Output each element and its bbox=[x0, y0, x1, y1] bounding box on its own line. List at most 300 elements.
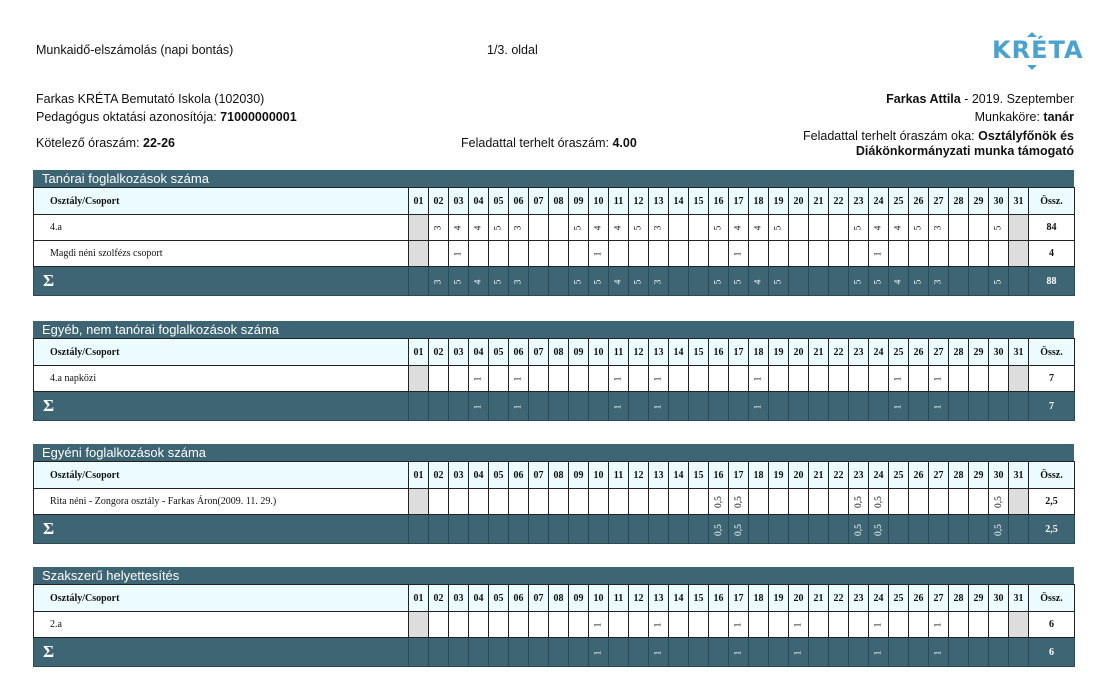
day-value: 4 bbox=[473, 225, 484, 231]
day-column-header: 27 bbox=[929, 339, 949, 366]
day-column-header: 29 bbox=[969, 188, 989, 215]
day-cell bbox=[709, 612, 729, 638]
sum-day-cell bbox=[989, 392, 1009, 421]
sum-day-value: 4 bbox=[753, 279, 764, 284]
day-cell bbox=[929, 366, 949, 392]
sum-day-cell bbox=[449, 392, 469, 421]
day-value: 3 bbox=[653, 225, 664, 231]
day-cell bbox=[449, 612, 469, 638]
day-cell bbox=[669, 215, 689, 241]
sum-day-value: 1 bbox=[613, 404, 624, 409]
sum-day-cell bbox=[749, 392, 769, 421]
sum-day-cell bbox=[409, 392, 429, 421]
day-value: 1 bbox=[513, 376, 524, 382]
day-column-header: 01 bbox=[409, 339, 429, 366]
sum-day-cell bbox=[629, 392, 649, 421]
day-cell bbox=[649, 612, 669, 638]
sum-day-cell bbox=[869, 638, 889, 667]
sum-day-cell bbox=[849, 515, 869, 544]
day-cell bbox=[1009, 489, 1029, 515]
day-value: 1 bbox=[753, 376, 764, 382]
sum-day-cell bbox=[769, 638, 789, 667]
day-column-header: 21 bbox=[809, 585, 829, 612]
sum-day-cell bbox=[769, 267, 789, 296]
day-cell bbox=[849, 241, 869, 267]
sum-day-value: 1 bbox=[933, 650, 944, 655]
day-value: 1 bbox=[733, 622, 744, 628]
day-column-header: 22 bbox=[829, 585, 849, 612]
group-column-header: Osztály/Csoport bbox=[34, 188, 409, 215]
sum-day-cell bbox=[949, 392, 969, 421]
day-cell bbox=[989, 366, 1009, 392]
sum-day-value: 0,5 bbox=[733, 523, 744, 536]
day-cell bbox=[789, 241, 809, 267]
sum-day-cell bbox=[789, 392, 809, 421]
sum-day-cell bbox=[529, 638, 549, 667]
mandatory-hours-label: Kötelező óraszám: bbox=[36, 136, 140, 150]
sum-day-cell bbox=[749, 267, 769, 296]
day-value: 0,5 bbox=[873, 496, 884, 508]
day-value: 5 bbox=[993, 225, 1004, 231]
day-cell bbox=[489, 612, 509, 638]
day-column-header: 29 bbox=[969, 462, 989, 489]
day-column-header: 10 bbox=[589, 188, 609, 215]
sum-day-cell bbox=[549, 267, 569, 296]
day-column-header: 18 bbox=[749, 339, 769, 366]
day-cell bbox=[489, 366, 509, 392]
day-column-header: 16 bbox=[709, 462, 729, 489]
school-name: Farkas KRÉTA Bemutató Iskola (102030) bbox=[36, 92, 265, 106]
day-column-header: 12 bbox=[629, 585, 649, 612]
teacher-id: 71000000001 bbox=[220, 110, 297, 124]
mandatory-hours: 22-26 bbox=[143, 136, 175, 150]
day-cell bbox=[669, 489, 689, 515]
day-cell bbox=[589, 612, 609, 638]
day-cell bbox=[529, 612, 549, 638]
day-column-header: 11 bbox=[609, 339, 629, 366]
sum-day-cell bbox=[949, 267, 969, 296]
section-title: Egyéb, nem tanórai foglalkozások száma bbox=[33, 321, 1074, 338]
day-column-header: 09 bbox=[569, 188, 589, 215]
day-cell bbox=[509, 489, 529, 515]
day-cell bbox=[949, 366, 969, 392]
day-column-header: 20 bbox=[789, 188, 809, 215]
sum-day-cell bbox=[469, 638, 489, 667]
day-cell bbox=[969, 366, 989, 392]
day-cell bbox=[949, 241, 969, 267]
daily-table bbox=[33, 461, 1075, 544]
row-total: 2,5 bbox=[1029, 489, 1075, 515]
sum-day-cell bbox=[969, 515, 989, 544]
sum-day-cell bbox=[909, 267, 929, 296]
day-column-header: 09 bbox=[569, 339, 589, 366]
sum-day-value: 5 bbox=[453, 279, 464, 284]
sum-day-cell bbox=[489, 515, 509, 544]
sum-day-cell bbox=[909, 515, 929, 544]
task-reason-label: Feladattal terhelt óraszám oka: bbox=[803, 129, 975, 143]
sum-day-value: 1 bbox=[893, 404, 904, 409]
day-cell bbox=[929, 215, 949, 241]
sum-day-value: 1 bbox=[733, 650, 744, 655]
day-cell bbox=[869, 612, 889, 638]
day-cell bbox=[689, 612, 709, 638]
day-value: 1 bbox=[873, 251, 884, 257]
sum-day-cell bbox=[829, 515, 849, 544]
day-cell bbox=[429, 489, 449, 515]
day-column-header: 23 bbox=[849, 339, 869, 366]
day-column-header: 27 bbox=[929, 462, 949, 489]
day-cell bbox=[609, 489, 629, 515]
day-column-header: 31 bbox=[1009, 339, 1029, 366]
sum-day-cell bbox=[929, 515, 949, 544]
day-cell bbox=[629, 366, 649, 392]
day-column-header: 20 bbox=[789, 462, 809, 489]
group-column-header: Osztály/Csoport bbox=[34, 339, 409, 366]
sum-row bbox=[34, 638, 1075, 667]
sum-day-cell bbox=[569, 267, 589, 296]
day-cell bbox=[829, 215, 849, 241]
row-total: 6 bbox=[1029, 612, 1075, 638]
sum-day-value: 0,5 bbox=[853, 523, 864, 536]
sum-symbol: Σ bbox=[34, 638, 409, 667]
day-column-header: 04 bbox=[469, 462, 489, 489]
sum-day-cell bbox=[529, 515, 549, 544]
day-cell bbox=[569, 489, 589, 515]
sum-day-cell bbox=[489, 392, 509, 421]
day-cell bbox=[469, 241, 489, 267]
group-column-header: Osztály/Csoport bbox=[34, 462, 409, 489]
sum-day-cell bbox=[629, 515, 649, 544]
day-cell bbox=[869, 241, 889, 267]
day-value: 5 bbox=[913, 225, 924, 231]
day-column-header: 18 bbox=[749, 462, 769, 489]
day-cell bbox=[869, 366, 889, 392]
day-column-header: 13 bbox=[649, 462, 669, 489]
day-column-header: 15 bbox=[689, 339, 709, 366]
day-cell bbox=[989, 489, 1009, 515]
sum-total: 6 bbox=[1029, 638, 1075, 667]
day-column-header: 13 bbox=[649, 339, 669, 366]
day-column-header: 04 bbox=[469, 585, 489, 612]
sum-day-cell bbox=[429, 515, 449, 544]
day-cell bbox=[489, 489, 509, 515]
sum-row bbox=[34, 392, 1075, 421]
day-column-header: 06 bbox=[509, 188, 529, 215]
day-cell bbox=[929, 241, 949, 267]
sum-day-cell bbox=[669, 267, 689, 296]
day-column-header: 05 bbox=[489, 585, 509, 612]
day-cell bbox=[429, 612, 449, 638]
sum-day-cell bbox=[1009, 638, 1029, 667]
day-column-header: 06 bbox=[509, 585, 529, 612]
sum-day-value: 3 bbox=[653, 279, 664, 284]
sum-day-cell bbox=[549, 392, 569, 421]
day-cell bbox=[549, 215, 569, 241]
sum-day-cell bbox=[929, 392, 949, 421]
sum-day-cell bbox=[549, 638, 569, 667]
sum-total: 2,5 bbox=[1029, 515, 1075, 544]
day-cell bbox=[629, 612, 649, 638]
day-value: 1 bbox=[453, 251, 464, 257]
sum-day-value: 3 bbox=[933, 279, 944, 284]
sum-day-value: 4 bbox=[473, 279, 484, 284]
day-cell bbox=[889, 612, 909, 638]
day-cell bbox=[489, 215, 509, 241]
day-value: 1 bbox=[893, 376, 904, 382]
day-cell bbox=[649, 366, 669, 392]
day-column-header: 11 bbox=[609, 462, 629, 489]
day-column-header: 03 bbox=[449, 585, 469, 612]
table-header-row bbox=[34, 188, 1075, 215]
day-column-header: 19 bbox=[769, 188, 789, 215]
day-cell bbox=[889, 366, 909, 392]
day-column-header: 26 bbox=[909, 585, 929, 612]
day-column-header: 01 bbox=[409, 585, 429, 612]
sum-day-cell bbox=[729, 515, 749, 544]
day-column-header: 16 bbox=[709, 339, 729, 366]
day-cell bbox=[429, 366, 449, 392]
day-cell bbox=[709, 241, 729, 267]
sum-day-cell bbox=[689, 638, 709, 667]
day-cell bbox=[429, 241, 449, 267]
sum-total: 7 bbox=[1029, 392, 1075, 421]
teacher-name: Farkas Attila bbox=[886, 92, 961, 106]
total-column-header: Össz. bbox=[1029, 462, 1075, 489]
day-column-header: 16 bbox=[709, 188, 729, 215]
day-column-header: 12 bbox=[629, 188, 649, 215]
sum-day-cell bbox=[989, 267, 1009, 296]
task-reason-block bbox=[803, 129, 1074, 159]
day-column-header: 27 bbox=[929, 585, 949, 612]
day-value: 4 bbox=[893, 225, 904, 231]
sum-day-cell bbox=[709, 638, 729, 667]
sum-day-value: 4 bbox=[893, 279, 904, 284]
day-cell bbox=[529, 489, 549, 515]
sum-day-cell bbox=[669, 515, 689, 544]
sum-day-cell bbox=[849, 638, 869, 667]
day-column-header: 23 bbox=[849, 585, 869, 612]
day-cell bbox=[569, 215, 589, 241]
day-column-header: 25 bbox=[889, 339, 909, 366]
sum-day-cell bbox=[689, 392, 709, 421]
sum-day-value: 5 bbox=[993, 279, 1004, 284]
day-column-header: 28 bbox=[949, 462, 969, 489]
day-cell bbox=[789, 366, 809, 392]
day-column-header: 21 bbox=[809, 462, 829, 489]
sum-day-cell bbox=[649, 392, 669, 421]
sum-day-cell bbox=[669, 638, 689, 667]
sum-day-cell bbox=[629, 638, 649, 667]
day-cell bbox=[969, 612, 989, 638]
day-column-header: 13 bbox=[649, 585, 669, 612]
day-cell bbox=[649, 241, 669, 267]
day-cell bbox=[729, 215, 749, 241]
day-cell bbox=[909, 366, 929, 392]
day-column-header: 14 bbox=[669, 585, 689, 612]
section-title: Szakszerű helyettesítés bbox=[33, 567, 1074, 584]
day-value: 4 bbox=[453, 225, 464, 231]
table-header-row bbox=[34, 462, 1075, 489]
day-cell bbox=[489, 241, 509, 267]
day-cell bbox=[629, 489, 649, 515]
table-row bbox=[34, 241, 1075, 267]
section-lessons bbox=[33, 170, 1074, 296]
sum-day-cell bbox=[489, 638, 509, 667]
day-cell bbox=[509, 241, 529, 267]
day-cell bbox=[729, 612, 749, 638]
day-cell bbox=[829, 489, 849, 515]
day-cell bbox=[669, 612, 689, 638]
sum-day-cell bbox=[809, 515, 829, 544]
sum-day-cell bbox=[769, 515, 789, 544]
day-column-header: 04 bbox=[469, 188, 489, 215]
day-cell bbox=[649, 215, 669, 241]
day-column-header: 22 bbox=[829, 462, 849, 489]
sum-day-cell bbox=[429, 392, 449, 421]
day-cell bbox=[409, 489, 429, 515]
day-column-header: 05 bbox=[489, 188, 509, 215]
day-cell bbox=[849, 489, 869, 515]
sum-day-cell bbox=[1009, 515, 1029, 544]
day-column-header: 07 bbox=[529, 188, 549, 215]
total-column-header: Össz. bbox=[1029, 585, 1075, 612]
day-value: 1 bbox=[653, 622, 664, 628]
day-cell bbox=[729, 489, 749, 515]
sum-day-cell bbox=[929, 267, 949, 296]
day-column-header: 25 bbox=[889, 462, 909, 489]
day-column-header: 14 bbox=[669, 188, 689, 215]
day-cell bbox=[1009, 612, 1029, 638]
kreta-logo bbox=[992, 36, 1084, 76]
sum-day-cell bbox=[629, 267, 649, 296]
sum-day-cell bbox=[869, 267, 889, 296]
task-reason-2: Diákönkormányzati munka támogató bbox=[855, 144, 1074, 158]
sum-day-value: 1 bbox=[933, 404, 944, 409]
sum-day-cell bbox=[749, 515, 769, 544]
task-hours-line bbox=[461, 136, 637, 150]
day-cell bbox=[449, 241, 469, 267]
daily-table bbox=[33, 338, 1075, 421]
day-column-header: 03 bbox=[449, 339, 469, 366]
sum-day-cell bbox=[989, 515, 1009, 544]
day-cell bbox=[689, 241, 709, 267]
day-cell bbox=[469, 215, 489, 241]
day-column-header: 08 bbox=[549, 339, 569, 366]
day-cell bbox=[409, 612, 429, 638]
day-cell bbox=[409, 215, 429, 241]
sum-day-cell bbox=[509, 392, 529, 421]
sum-day-cell bbox=[609, 638, 629, 667]
day-column-header: 26 bbox=[909, 462, 929, 489]
day-column-header: 28 bbox=[949, 339, 969, 366]
sum-day-cell bbox=[849, 392, 869, 421]
day-value: 5 bbox=[633, 225, 644, 231]
sum-day-cell bbox=[649, 515, 669, 544]
sum-day-cell bbox=[409, 267, 429, 296]
day-cell bbox=[509, 612, 529, 638]
day-column-header: 22 bbox=[829, 188, 849, 215]
day-column-header: 25 bbox=[889, 188, 909, 215]
sum-day-cell bbox=[669, 392, 689, 421]
day-column-header: 23 bbox=[849, 188, 869, 215]
day-value: 4 bbox=[873, 225, 884, 231]
sum-day-value: 3 bbox=[433, 279, 444, 284]
day-cell bbox=[449, 489, 469, 515]
sum-day-value: 0,5 bbox=[873, 523, 884, 536]
day-cell bbox=[789, 215, 809, 241]
day-column-header: 05 bbox=[489, 462, 509, 489]
day-column-header: 03 bbox=[449, 462, 469, 489]
day-column-header: 08 bbox=[549, 585, 569, 612]
day-column-header: 15 bbox=[689, 462, 709, 489]
day-column-header: 26 bbox=[909, 339, 929, 366]
day-column-header: 08 bbox=[549, 188, 569, 215]
task-hours-label: Feladattal terhelt óraszám: bbox=[461, 136, 609, 150]
sum-day-cell bbox=[429, 267, 449, 296]
sum-day-value: 5 bbox=[733, 279, 744, 284]
group-name: 4.a bbox=[34, 215, 409, 241]
sum-day-value: 5 bbox=[873, 279, 884, 284]
group-name: Rita néni - Zongora osztály - Farkas Áron(2009. 11. 29.) bbox=[34, 489, 409, 515]
day-column-header: 18 bbox=[749, 188, 769, 215]
day-cell bbox=[749, 215, 769, 241]
day-column-header: 23 bbox=[849, 462, 869, 489]
day-column-header: 14 bbox=[669, 462, 689, 489]
sum-day-cell bbox=[809, 638, 829, 667]
day-column-header: 24 bbox=[869, 585, 889, 612]
sum-day-cell bbox=[569, 638, 589, 667]
day-cell bbox=[969, 489, 989, 515]
day-cell bbox=[529, 215, 549, 241]
day-column-header: 07 bbox=[529, 339, 549, 366]
sum-day-cell bbox=[909, 638, 929, 667]
day-value: 1 bbox=[593, 622, 604, 628]
teacher-id-line bbox=[36, 110, 297, 124]
day-cell bbox=[1009, 241, 1029, 267]
sum-day-cell bbox=[829, 638, 849, 667]
day-column-header: 07 bbox=[529, 585, 549, 612]
day-cell bbox=[669, 366, 689, 392]
sum-day-value: 3 bbox=[513, 279, 524, 284]
sum-day-cell bbox=[749, 638, 769, 667]
day-cell bbox=[809, 489, 829, 515]
day-value: 0,5 bbox=[733, 496, 744, 508]
day-value: 5 bbox=[773, 225, 784, 231]
day-cell bbox=[709, 489, 729, 515]
day-column-header: 17 bbox=[729, 188, 749, 215]
sum-day-cell bbox=[589, 638, 609, 667]
day-cell bbox=[569, 612, 589, 638]
sum-day-cell bbox=[729, 638, 749, 667]
day-cell bbox=[609, 241, 629, 267]
day-column-header: 19 bbox=[769, 585, 789, 612]
day-cell bbox=[569, 241, 589, 267]
day-column-header: 30 bbox=[989, 188, 1009, 215]
sum-day-cell bbox=[649, 267, 669, 296]
day-cell bbox=[889, 241, 909, 267]
sum-day-cell bbox=[589, 515, 609, 544]
sum-day-value: 1 bbox=[653, 404, 664, 409]
sum-day-value: 5 bbox=[773, 279, 784, 284]
sum-day-cell bbox=[449, 638, 469, 667]
sum-day-value: 5 bbox=[493, 279, 504, 284]
sum-day-value: 1 bbox=[753, 404, 764, 409]
sum-day-value: 1 bbox=[593, 650, 604, 655]
section-title: Egyéni foglalkozások száma bbox=[33, 444, 1074, 461]
day-cell bbox=[849, 366, 869, 392]
day-value: 5 bbox=[493, 225, 504, 231]
day-column-header: 19 bbox=[769, 339, 789, 366]
